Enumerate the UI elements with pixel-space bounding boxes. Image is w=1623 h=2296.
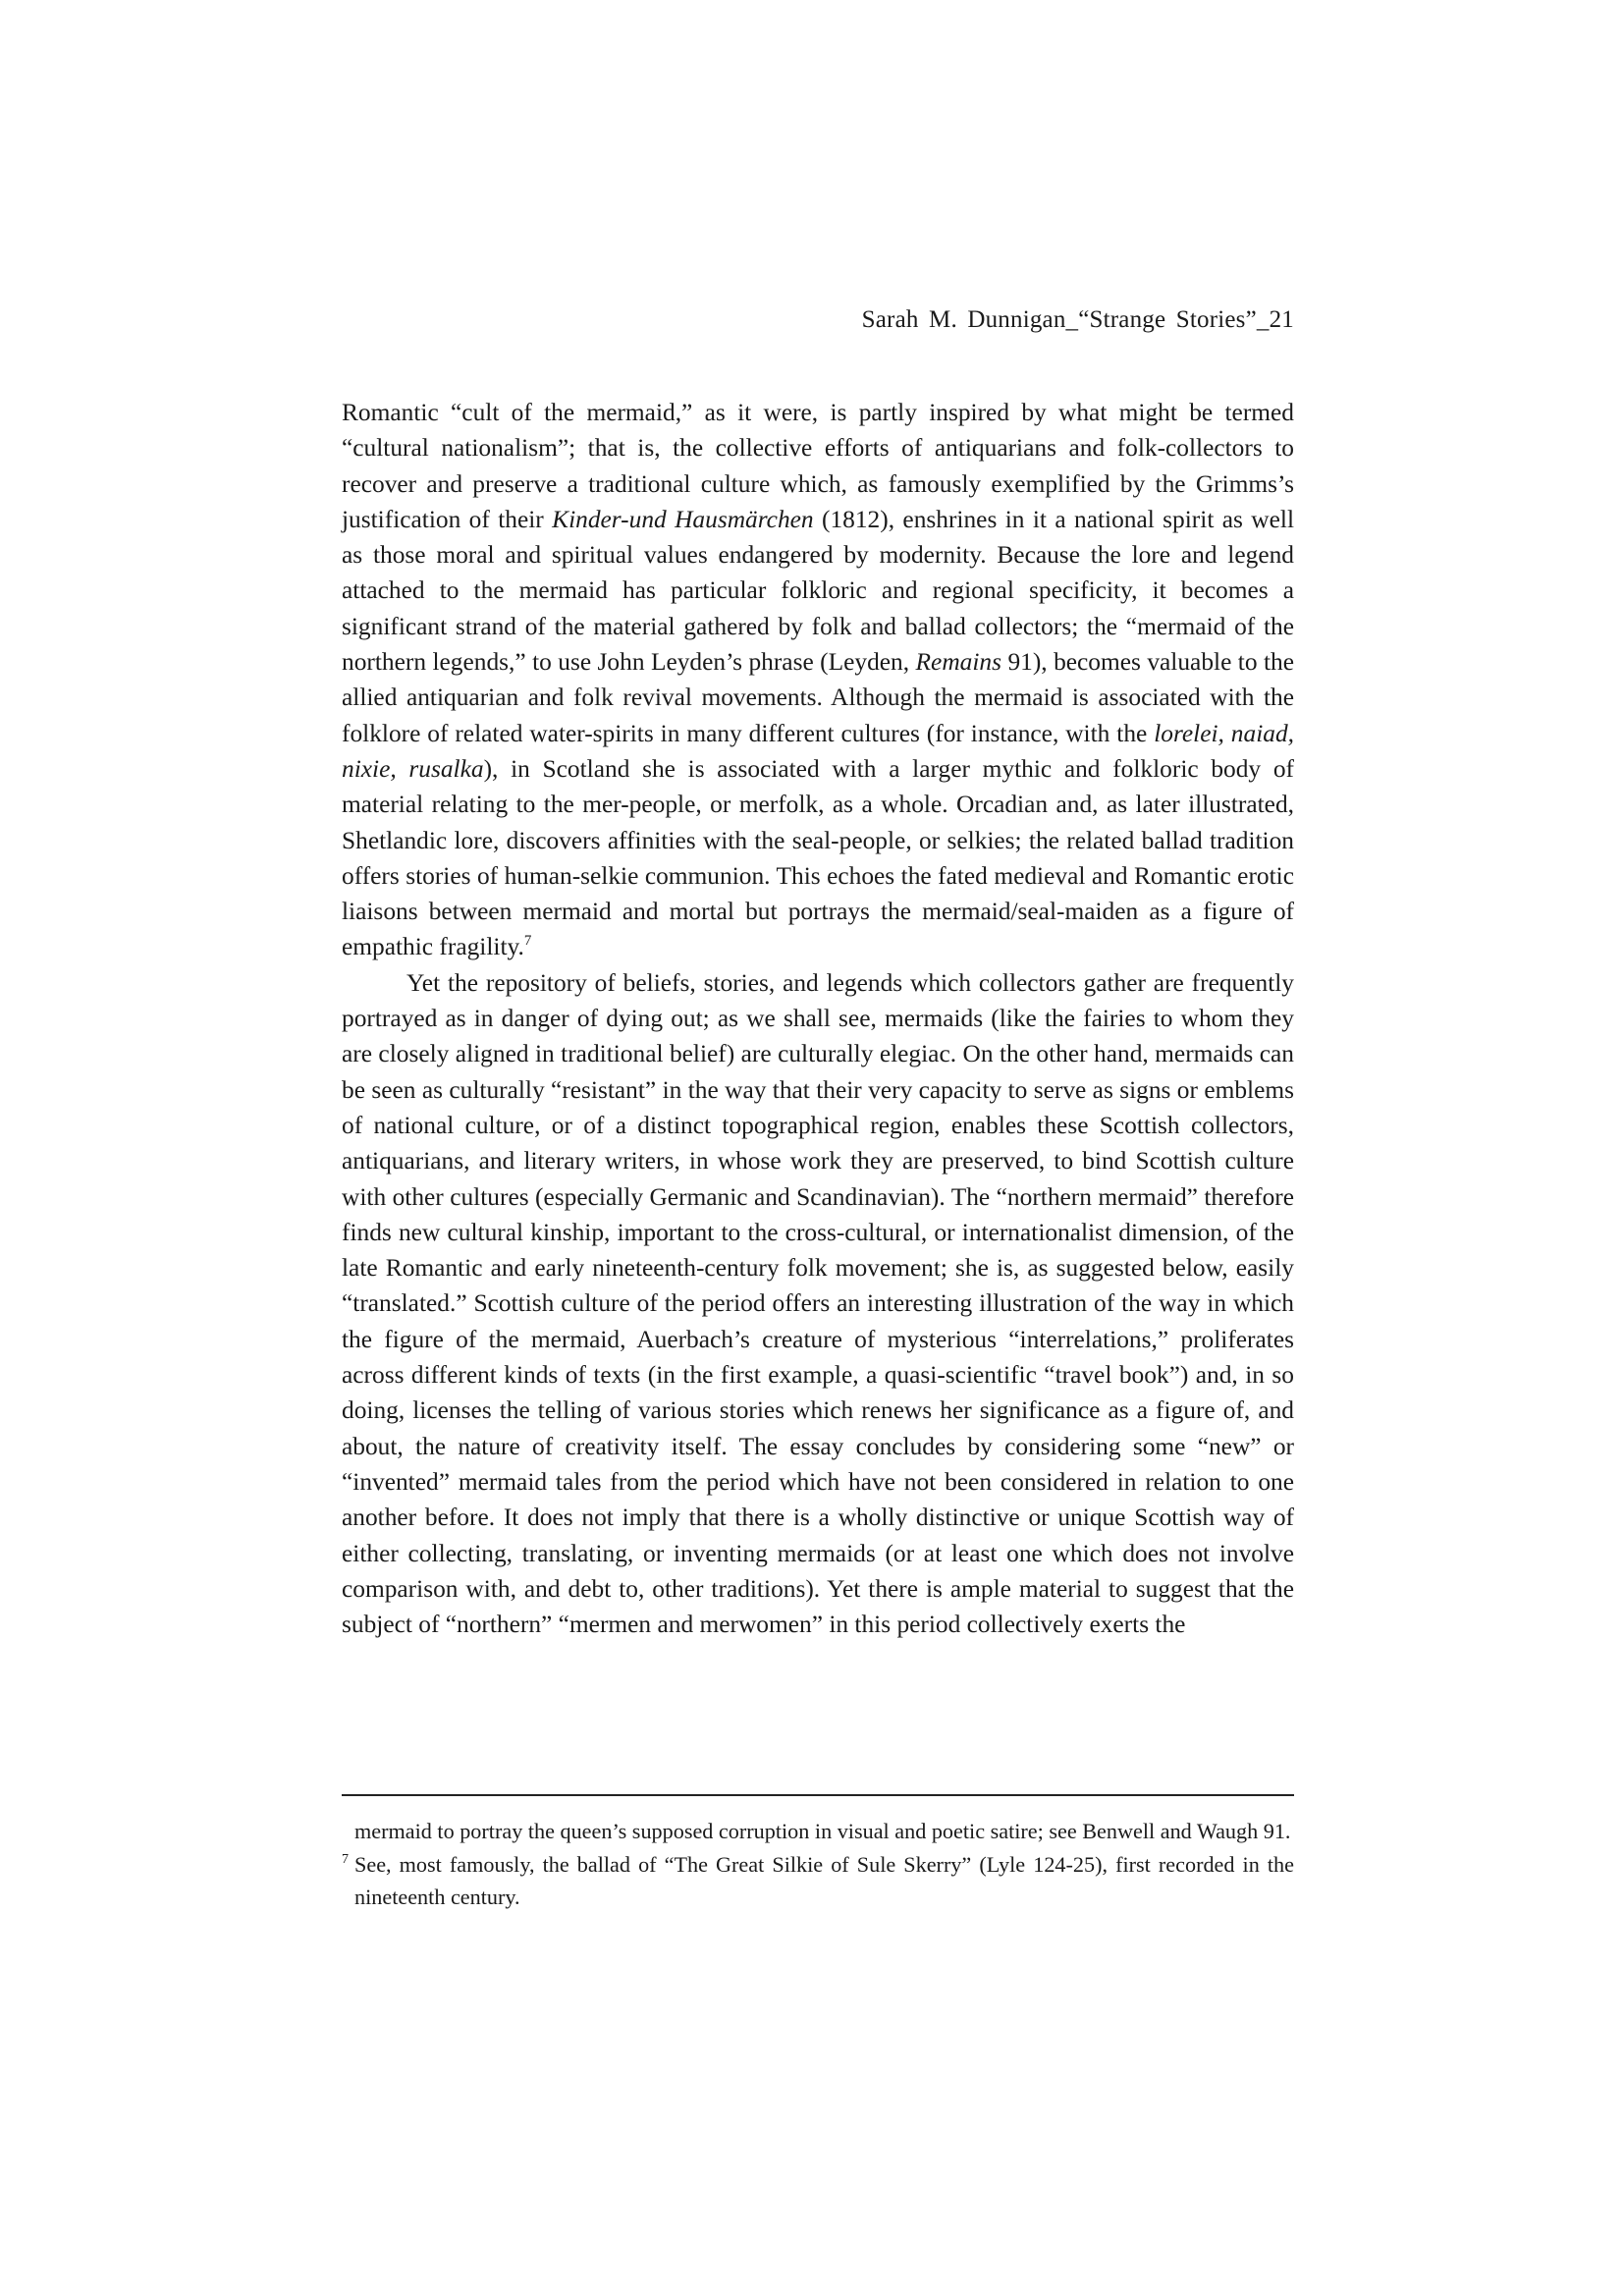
footnote-7 — [342, 1848, 1294, 1914]
title-kinder-und-hausmarchen: Kinder-und Hausmärchen — [552, 505, 814, 533]
footnotes — [342, 1815, 1294, 1914]
paragraph-1-text-d: ), in Scotland she is associated with a larger mythic and folkloric body of material relating to the mer-people, or merfolk, as a whole. Orcadian and, as later illustrated, Shetlandic lore, discovers affinities with the seal-people, or selkies; the related ballad tradition offers stories of human-selkie communion. This echoes the fated medieval and Romantic erotic liaisons between mermaid and mortal but portrays the mermaid/seal-maiden as a figure of empathic fragility. — [342, 754, 1294, 961]
title-remains: Remains — [915, 648, 1001, 677]
paragraph-2: Yet the repository of beliefs, stories, and legends which collectors gather are frequently portrayed as in danger of dying out; as we shall see, mermaids (like the fairies to whom they are closely aligned in traditional belief) are culturally elegiac. On the other hand, mermaids can be seen as culturally “resistant” in the way that their very capacity to serve as signs or emblems of national culture, or of a distinct topographical region, enables these Scottish collectors, antiquarians, and literary writers, in whose work they are preserved, to bind Scottish culture with other cultures (especially Germanic and Scandinavian). The “northern mermaid” therefore finds new cultural kinship, important to the cross-cultural, or internationalist dimension, of the late Romantic and early nineteenth-century folk movement; she is, as suggested below, easily “translated.” Scottish culture of the period offers an interesting illustration of the way in which the figure of the mermaid, Auerbach’s creature of mysterious “interrelations,” proliferates across different kinds of texts (in the first example, a quasi-scientific “travel book”) and, in so doing, licenses the telling of various stories which renews her significance as a figure of, and about, the nature of creativity itself. The essay concludes by considering some “new” or “invented” mermaid tales from the period which have not been considered in relation to one another before. It does not imply that there is a wholly distinctive or unique Scottish way of either collecting, translating, or inventing mermaids (or at least one which does not involve comparison with, and debt to, other traditions). Yet there is ample material to suggest that the subject of “northern” “mermen and merwomen” in this period collectively exerts the — [342, 968, 1294, 1639]
footnote-separator — [342, 1794, 1294, 1796]
paragraph-1 — [342, 395, 1294, 965]
paragraph-1-text-c: 91), becomes valuable to the allied antiquarian and folk revival movements. Although the mermaid is associated with the folklore of related water-spirits in many different cultures (for instance, with the — [342, 648, 1294, 747]
footnote-7-text: See, most famously, the ballad of “The Great Silkie of Sule Skerry” (Lyle 124-25), first recorded in the nineteenth century. — [354, 1851, 1294, 1909]
main-text — [342, 395, 1294, 1642]
footnote-6-continued: mermaid to portray the queen’s supposed corruption in visual and poetic satire; see Benwell and Waugh 91. — [354, 1819, 1291, 1843]
paragraph-1-text-b: (1812), enshrines in it a national spirit as well as those moral and spiritual values endangered by modernity. Because the lore and legend attached to the mermaid has particular folkloric and regional specificity, it becomes a significant strand of the material gathered by folk and ballad collectors; the “mermaid of the northern legends,” to use John Leyden’s phrase (Leyden, — [342, 505, 1295, 677]
footnote-7-number: 7 — [342, 1852, 349, 1868]
footnote-reference-7[interactable]: 7 — [523, 932, 532, 949]
paragraph-1-text-a: Romantic “cult of the mermaid,” as it were, is partly inspired by what might be termed “cultural nationalism”; that is, the collective efforts of antiquarians and folk-collectors to recover and preserve a traditional culture which, as famously exemplified by the Grimms’s justification of their — [342, 399, 1294, 533]
water-spirit-names: lorelei, naiad, nixie, rusalka — [342, 719, 1294, 783]
running-head: Sarah M. Dunnigan_“Strange Stories”_21 — [861, 306, 1294, 333]
